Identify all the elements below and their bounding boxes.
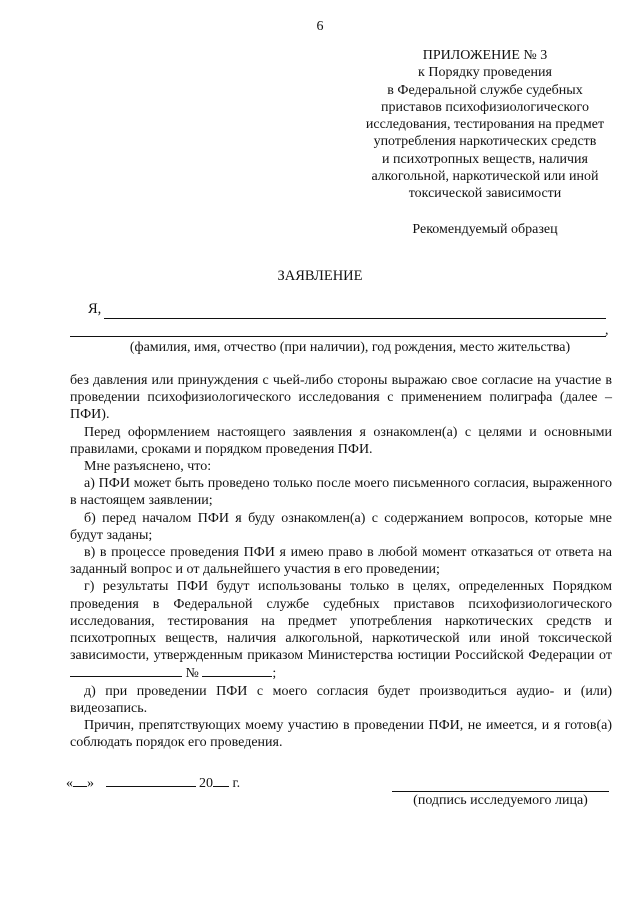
appendix-line: приставов психофизиологического bbox=[381, 99, 589, 115]
order-number-field[interactable] bbox=[202, 664, 272, 677]
sample-label: Рекомендуемый образец bbox=[412, 222, 558, 237]
year-suffix: г. bbox=[232, 776, 241, 791]
date-close-quote: » bbox=[87, 776, 94, 791]
order-number-label: № bbox=[185, 666, 199, 682]
appendix-line: употребления наркотических средств bbox=[373, 134, 597, 150]
day-field[interactable] bbox=[73, 774, 87, 787]
document-title: ЗАЯВЛЕНИЕ bbox=[277, 268, 363, 284]
year-prefix: 20 bbox=[199, 776, 213, 791]
appendix-line: и психотропных веществ, наличия bbox=[382, 151, 588, 167]
item-e: д) при проведении ПФИ с моего согласия будет производиться аудио- и (или) видеозапись. bbox=[70, 683, 612, 716]
applicant-prefix: Я, bbox=[88, 301, 102, 317]
page-number: 6 bbox=[316, 19, 324, 34]
signature-caption: (подпись исследуемого лица) bbox=[413, 793, 588, 808]
explained-paragraph: Мне разъяснено, что: bbox=[84, 459, 212, 475]
item-d-end: ; bbox=[272, 666, 277, 682]
applicant-details-field[interactable] bbox=[70, 336, 606, 337]
year-field[interactable] bbox=[213, 774, 229, 787]
appendix-line: токсической зависимости bbox=[408, 186, 562, 202]
appendix-line: ПРИЛОЖЕНИЕ № 3 bbox=[422, 48, 548, 63]
applicant-name-field[interactable] bbox=[104, 318, 606, 319]
month-field[interactable] bbox=[106, 774, 196, 787]
item-d bbox=[70, 578, 612, 682]
order-date-field[interactable] bbox=[70, 664, 182, 677]
final-paragraph: Причин, препятствующих моему участию в проведении ПФИ, не имеется, и я готов(а) соблюдать порядок его проведения. bbox=[70, 718, 612, 751]
appendix-header bbox=[340, 47, 630, 203]
appendix-line: исследования, тестирования на предмет bbox=[365, 117, 605, 133]
item-d-text: г) результаты ПФИ будут использованы только в целях, определенных Порядком проведения в Федеральной службе судебных приставов психофизиологического исследования, тестирования на предмет употребления наркотических средств и психотропных веществ, наличия алкогольной, наркотической или иной токсической зависимости, утвержденным приказом Министерства юстиции Российской Федерации от bbox=[70, 579, 612, 664]
statement-body bbox=[70, 372, 612, 751]
date-line bbox=[66, 774, 240, 792]
appendix-line: в Федеральной службе судебных bbox=[387, 82, 583, 98]
item-c: в) в процессе проведения ПФИ я имею право в любой момент отказаться от ответа на заданный вопрос и от дальнейшего участия в его проведении; bbox=[70, 545, 612, 578]
signature-field[interactable] bbox=[392, 791, 609, 792]
appendix-line: к Порядку проведения bbox=[418, 65, 552, 81]
appendix-line: алкогольной, наркотической или иной bbox=[371, 169, 599, 185]
consent-paragraph: без давления или принуждения с чьей-либо стороны выражаю свое согласие на участие в проведении психофизиологического исследования с применением полиграфа (далее – ПФИ). bbox=[70, 373, 612, 423]
applicant-caption: (фамилия, имя, отчество (при наличии), год рождения, место жительства) bbox=[129, 340, 571, 355]
familiarized-paragraph: Перед оформлением настоящего заявления я ознакомлен(а) с целями и основными правилами, сроками и порядком проведения ПФИ. bbox=[70, 424, 612, 457]
item-b: б) перед началом ПФИ я буду ознакомлен(а) с содержанием вопросов, которые мне будут заданы; bbox=[70, 510, 612, 543]
applicant-comma: , bbox=[605, 323, 609, 338]
item-a: а) ПФИ может быть проведено только после моего письменного согласия, выраженного в настоящем заявлении; bbox=[70, 476, 612, 509]
date-open-quote: « bbox=[66, 776, 73, 791]
